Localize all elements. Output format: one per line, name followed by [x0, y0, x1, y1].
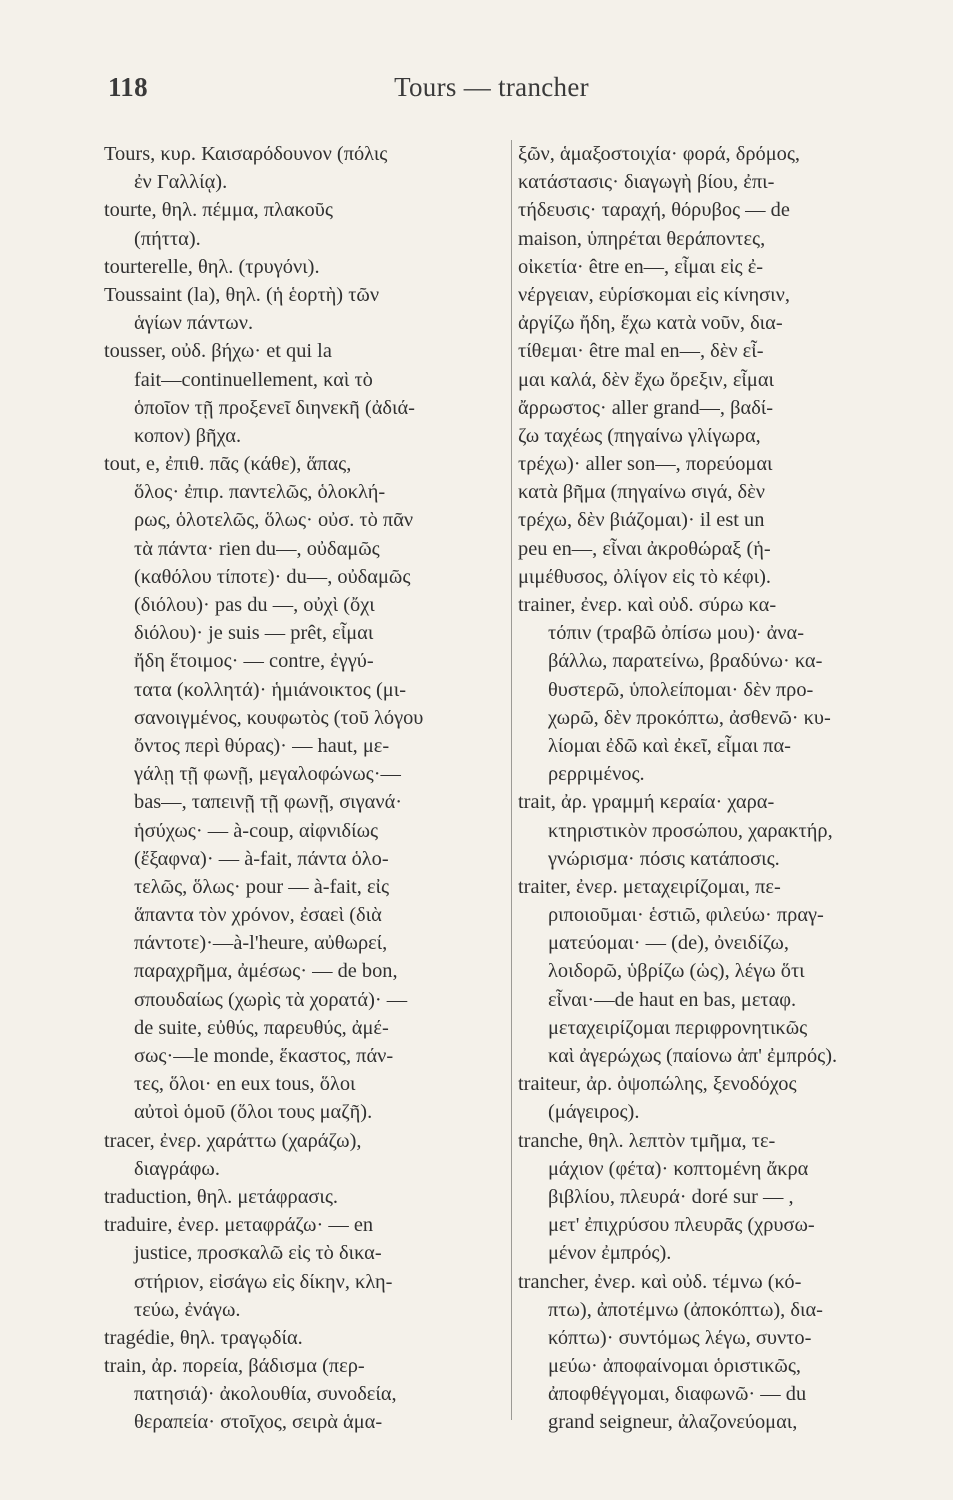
dictionary-line: πατησιά)· ἀκολουθία, συνοδεία, [134, 1383, 397, 1406]
dictionary-line: ρερριμένος. [548, 763, 645, 786]
dictionary-line: καὶ ἀγερώχως (παίονω ἀπ' ἐμπρός). [548, 1045, 838, 1067]
dictionary-line: Tours, κυρ. Καισαρόδουνον (πόλις [104, 143, 388, 165]
dictionary-line: γνώρισμα· πόσις κατάποσις. [548, 847, 780, 870]
dictionary-line: ἄρρωστος· aller grand—, βαδί- [518, 396, 774, 419]
dictionary-line: fait—continuellement, καὶ τὸ [134, 368, 373, 391]
dictionary-line: μάχιον (φέτα)· κοπτομένη ἄκρα [548, 1157, 809, 1180]
dictionary-line: μετ' ἐπιχρύσου πλευρᾶς (χρυσω- [548, 1214, 815, 1237]
dictionary-line: ζω ταχέως (πηγαίνω γλίγωρα, [518, 424, 761, 447]
dictionary-line: ἐν Γαλλίᾳ). [134, 171, 228, 194]
dictionary-line: τελῶς, ὅλως· pour — à-fait, εἰς [134, 875, 390, 898]
dictionary-line: tousser, οὐδ. βήχω· et qui la [104, 340, 332, 363]
dictionary-line: μεύω· ἀποφαίνομαι ὁριστικῶς, [548, 1355, 802, 1378]
dictionary-line: τὰ πάντα· rien du—, οὐδαμῶς [134, 537, 380, 560]
dictionary-line: παραχρῆμα, ἀμέσως· — de bon, [134, 960, 398, 983]
page-number: 118 [108, 72, 148, 102]
dictionary-line: γάλῃ τῇ φωνῇ, μεγαλοφώνως·— [134, 763, 401, 786]
dictionary-line: βάλλω, παρατείνω, βραδύνω· κα- [548, 650, 823, 673]
dictionary-line: διόλου)· je suis — prêt, εἶμαι [134, 622, 374, 645]
dictionary-line: ἅπαντα τὸν χρόνον, ἐσαεὶ (διὰ [134, 904, 382, 927]
dictionary-line: tragédie, θηλ. τραγῳδία. [104, 1326, 303, 1349]
dictionary-line: Toussaint (la), θηλ. (ἡ ἑορτὴ) τῶν [104, 283, 380, 306]
dictionary-line: σανοιγμένος, κουφωτὸς (τοῦ λόγου [134, 706, 424, 729]
dictionary-line: τήδευσις· ταραχή, θόρυβος — de [518, 199, 790, 222]
dictionary-line: tranche, θηλ. λεπτὸν τμῆμα, τε- [518, 1129, 776, 1152]
column-divider [511, 140, 512, 1420]
dictionary-line: θεραπεία· στοῖχος, σειρὰ ἁμα- [134, 1411, 383, 1434]
dictionary-line: tourterelle, θηλ. (τρυγόνι). [104, 255, 320, 278]
left-column [104, 140, 504, 1440]
dictionary-line: train, ἀρ. πορεία, βάδισμα (περ- [104, 1355, 365, 1378]
dictionary-line: tracer, ἐνερ. χαράττω (χαράζω), [104, 1129, 362, 1152]
dictionary-line: κτηριστικὸν προσώπου, χαρακτήρ, [548, 819, 833, 842]
dictionary-line: πάντοτε)·—à-l'heure, αὐθωρεί, [134, 932, 388, 955]
dictionary-line: ριποιοῦμαι· ἑστιῶ, φιλεύω· πραγ- [548, 904, 824, 927]
dictionary-line: ἁγίων πάντων. [134, 312, 254, 335]
dictionary-line: στήριον, εἰσάγω εἰς δίκην, κλη- [134, 1270, 393, 1293]
dictionary-line: trainer, ἐνερ. καὶ οὐδ. σύρω κα- [518, 594, 777, 616]
dictionary-line: πτω), ἀποτέμνω (ἀποκόπτω), δια- [548, 1298, 823, 1321]
dictionary-line: grand seigneur, ἀλαζονεύομαι, [548, 1411, 798, 1434]
dictionary-line: νέργειαν, εὑρίσκομαι εἰς κίνησιν, [518, 283, 790, 306]
dictionary-line: tout, e, ἐπιθ. πᾶς (κάθε), ἅπας, [104, 453, 352, 476]
dictionary-line: τόπιν (τραβῶ ὀπίσω μου)· ἀνα- [548, 622, 804, 645]
dictionary-line: ἡσύχως· — à-coup, αἰφνιδίως [134, 819, 379, 842]
dictionary-line: διαγράφω. [134, 1157, 220, 1180]
dictionary-line: τρέχω, δὲν βιάζομαι)· il est un [518, 509, 765, 532]
dictionary-line: ὄντος περὶ θύρας)· — haut, με- [134, 734, 390, 757]
dictionary-line: traduction, θηλ. μετάφρασις. [104, 1185, 339, 1208]
page-header [108, 72, 875, 108]
dictionary-line: ἀποφθέγγομαι, διαφωνῶ· — du [548, 1383, 807, 1406]
dictionary-line: τεύω, ἐνάγω. [134, 1298, 241, 1321]
dictionary-line: traiteur, ἀρ. ὀψοπώλης, ξενοδόχος [518, 1073, 797, 1096]
right-column [518, 140, 918, 1440]
dictionary-line: τίθεμαι· être mal en—, δὲν εἶ- [518, 340, 764, 363]
dictionary-line: μεταχειρίζομαι περιφρονητικῶς [548, 1016, 808, 1039]
dictionary-line: τατα (κολλητά)· ἡμιάνοικτος (μι- [134, 678, 406, 701]
dictionary-line: ἀργίζω ἤδη, ἔχω κατὰ νοῦν, δια- [518, 312, 783, 335]
dictionary-line: βιβλίου, πλευρά· doré sur — , [548, 1185, 794, 1208]
dictionary-line: justice, προσκαλῶ εἰς τὸ δικα- [134, 1242, 382, 1265]
dictionary-line: (πήττα). [134, 227, 201, 250]
dictionary-line: (διόλου)· pas du —, οὐχὶ (ὄχι [134, 594, 375, 616]
dictionary-line: κατὰ βῆμα (πηγαίνω σιγά, δὲν [518, 481, 765, 504]
dictionary-line: οἰκετία· être en—, εἶμαι εἰς ἐ- [518, 255, 764, 278]
dictionary-line: κοπον) βῆχα. [134, 424, 242, 447]
dictionary-line: αὐτοὶ ὁμοῦ (ὅλοι τους μαζῆ). [134, 1101, 373, 1124]
dictionary-line: τρέχω)· aller son—, πορεύομαι [518, 453, 773, 476]
dictionary-line: σως·—le monde, ἕκαστος, πάν- [134, 1045, 394, 1067]
dictionary-line: ὁποῖον τῇ προξενεῖ διηνεκῆ (ἀδιά- [134, 396, 415, 419]
dictionary-line: bas—, ταπεινῇ τῇ φωνῇ, σιγανά· [134, 791, 403, 814]
dictionary-line: μαι καλά, δὲν ἔχω ὄρεξιν, εἶμαι [518, 368, 774, 391]
dictionary-line: peu en—, εἶναι ἀκροθώραξ (ἡ- [518, 537, 771, 560]
dictionary-line: maison, ὑπηρέται θεράποντες, [518, 227, 766, 250]
dictionary-line: κόπτω)· συντόμως λέγω, συντο- [548, 1326, 812, 1349]
dictionary-line: χωρῶ, δὲν προκόπτω, ἀσθενῶ· κυ- [548, 706, 831, 729]
dictionary-line: ρως, ὁλοτελῶς, ὅλως· οὐσ. τὸ πᾶν [134, 509, 414, 532]
running-head: Tours — trancher [394, 72, 589, 102]
dictionary-line: ματεύομαι· — (de), ὀνειδίζω, [548, 932, 789, 955]
dictionary-line: μιμέθυσος, ὀλίγον εἰς τὸ κέφι). [518, 565, 772, 588]
dictionary-line: (μάγειρος). [548, 1101, 640, 1124]
dictionary-line: ξῶν, ἁμαξοστοιχία· φορά, δρόμος, [518, 143, 801, 165]
dictionary-line: ἤδη ἕτοιμος· — contre, ἐγγύ- [134, 650, 374, 673]
dictionary-line: (ἔξαφνα)· — à-fait, πάντα ὁλο- [134, 847, 389, 870]
dictionary-line: σπουδαίως (χωρὶς τὰ χορατά)· — [134, 988, 408, 1011]
dictionary-line: trait, ἀρ. γραμμή κεραία· χαρα- [518, 791, 775, 814]
dictionary-line: (καθόλου τίποτε)· du—, οὐδαμῶς [134, 565, 411, 588]
dictionary-line: τες, ὅλοι· en eux tous, ὅλοι [134, 1073, 356, 1096]
dictionary-line: trancher, ἐνερ. καὶ οὐδ. τέμνω (κό- [518, 1270, 802, 1293]
dictionary-line: tourte, θηλ. πέμμα, πλακοῦς [104, 199, 333, 222]
dictionary-line: traiter, ἐνερ. μεταχειρίζομαι, πε- [518, 875, 781, 898]
dictionary-line: de suite, εὐθύς, παρευθύς, ἀμέ- [134, 1016, 389, 1039]
dictionary-line: λίομαι ἐδῶ καὶ ἐκεῖ, εἶμαι πα- [548, 734, 791, 757]
dictionary-line: traduire, ἐνερ. μεταφράζω· — en [104, 1214, 374, 1237]
dictionary-line: κατάστασις· διαγωγὴ βίου, ἐπι- [518, 171, 775, 194]
dictionary-line: θυστερῶ, ὑπολείπομαι· δὲν προ- [548, 678, 814, 701]
dictionary-line: λοιδορῶ, ὑβρίζω (ὡς), λέγω ὅτι [548, 960, 805, 983]
dictionary-line: εἶναι·—de haut en bas, μεταφ. [548, 988, 797, 1011]
dictionary-line: μένον ἐμπρός). [548, 1242, 672, 1265]
dictionary-line: ὅλος· ἐπιρ. παντελῶς, ὁλοκλή- [134, 481, 386, 504]
